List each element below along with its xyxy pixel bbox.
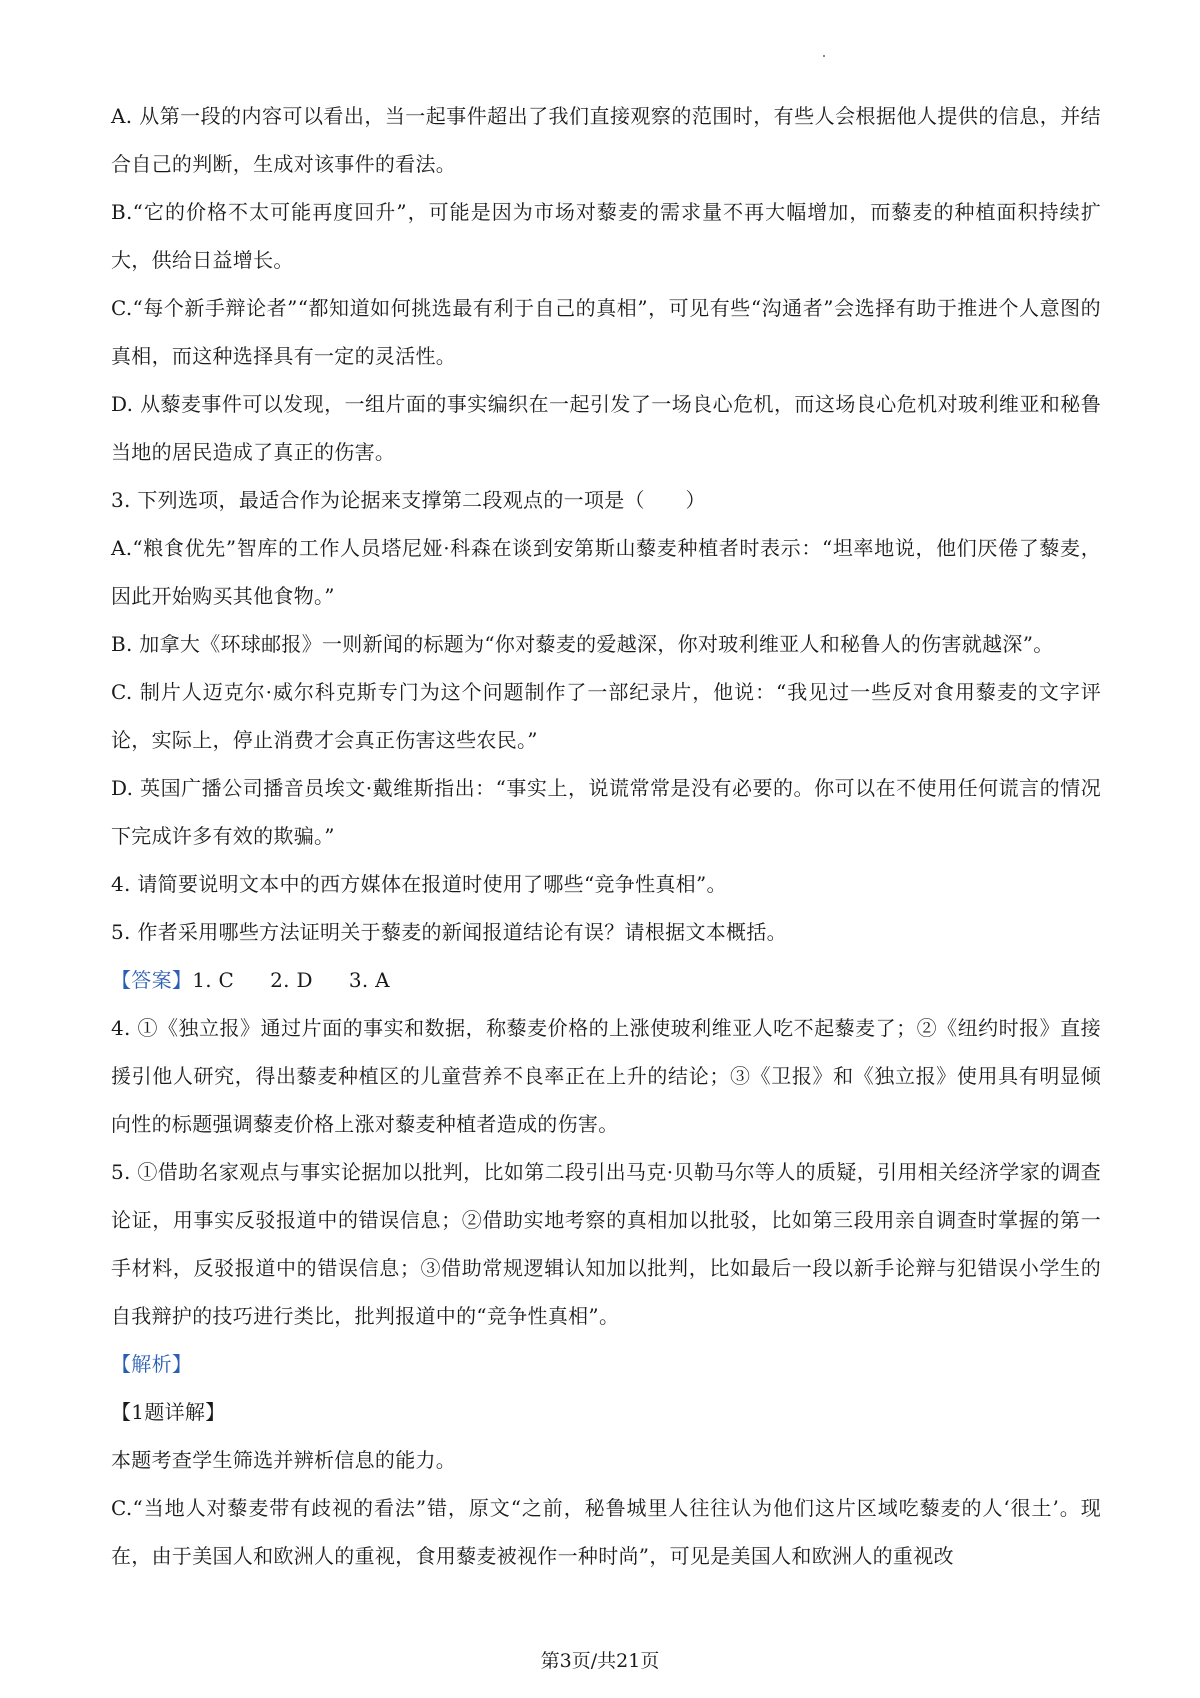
option-3b: B. 加拿大《环球邮报》一则新闻的标题为“你对藜麦的爱越深，你对玻利维亚人和秘鲁人的伤害就越深”。 [111,632,1054,656]
page-mark [823,55,825,57]
analysis-label: 【解析】 [111,1352,193,1376]
analysis-intro: 本题考查学生筛选并辨析信息的能力。 [111,1448,457,1472]
analysis-option-c: C.“当地人对藜麦带有歧视的看法”错，原文“之前，秘鲁城里人往往认为他们这片区域吃藜麦的人‘很土’。现在，由于美国人和欧洲人的重视，食用藜麦被视作一种时尚”，可见是美国人和欧洲人的重视改 [111,1496,1101,1568]
option-2c: C.“每个新手辩论者”“都知道如何挑选最有利于自己的真相”，可见有些“沟通者”会选择有助于推进个人意图的真相，而这种选择具有一定的灵活性。 [111,296,1101,368]
question-5: 5. 作者采用哪些方法证明关于藜麦的新闻报道结论有误？请根据文本概括。 [111,920,787,944]
option-3d: D. 英国广播公司播音员埃文·戴维斯指出：“事实上，说谎常常是没有必要的。你可以在不使用任何谎言的情况下完成许多有效的欺骗。” [111,776,1101,848]
answer-label: 【答案】 [111,968,193,992]
option-2a: A. 从第一段的内容可以看出，当一起事件超出了我们直接观察的范围时，有些人会根据他人提供的信息，并结合自己的判断，生成对该事件的看法。 [111,104,1101,176]
option-2b: B.“它的价格不太可能再度回升”，可能是因为市场对藜麦的需求量不再大幅增加，而藜麦的种植面积持续扩大，供给日益增长。 [111,200,1101,272]
page-footer: 第3页/共21页 [540,1650,660,1672]
option-2d: D. 从藜麦事件可以发现，一组片面的事实编织在一起引发了一场良心危机，而这场良心危机对玻利维亚和秘鲁当地的居民造成了真正的伤害。 [111,392,1101,464]
option-3c: C. 制片人迈克尔·威尔科克斯专门为这个问题制作了一部纪录片，他说：“我见过一些反对食用藜麦的文字评论，实际上，停止消费才会真正伤害这些农民。” [111,680,1101,752]
page-content [111,92,1101,1580]
answer-item-1: 1. C [192,968,235,992]
answer-line [111,956,1101,1004]
question-3: 3. 下列选项，最适合作为论据来支撑第二段观点的一项是（ ） [111,488,706,512]
answer-item-3: 3. A [348,968,390,992]
answer-4: 4. ①《独立报》通过片面的事实和数据，称藜麦价格的上涨使玻利维亚人吃不起藜麦了；②《纽约时报》直接援引他人研究，得出藜麦种植区的儿童营养不良率正在上升的结论；③《卫报》和《独立报》使用具有明显倾向性的标题强调藜麦价格上涨对藜麦种植者造成的伤害。 [111,1016,1101,1136]
question-4: 4. 请简要说明文本中的西方媒体在报道时使用了哪些“竞争性真相”。 [111,872,727,896]
analysis-sub-label: 【1题详解】 [111,1400,226,1424]
option-3a: A.“粮食优先”智库的工作人员塔尼娅·科森在谈到安第斯山藜麦种植者时表示：“坦率地说，他们厌倦了藜麦，因此开始购买其他食物。” [111,536,1101,608]
answer-item-2: 2. D [270,968,313,992]
answer-5: 5. ①借助名家观点与事实论据加以批判，比如第二段引出马克·贝勒马尔等人的质疑，引用相关经济学家的调查论证，用事实反驳报道中的错误信息；②借助实地考察的真相加以批驳，比如第三段用亲自调查时掌握的第一手材料，反驳报道中的错误信息；③借助常规逻辑认知加以批判，比如最后一段以新手论辩与犯错误小学生的自我辩护的技巧进行类比，批判报道中的“竞争性真相”。 [111,1160,1101,1328]
